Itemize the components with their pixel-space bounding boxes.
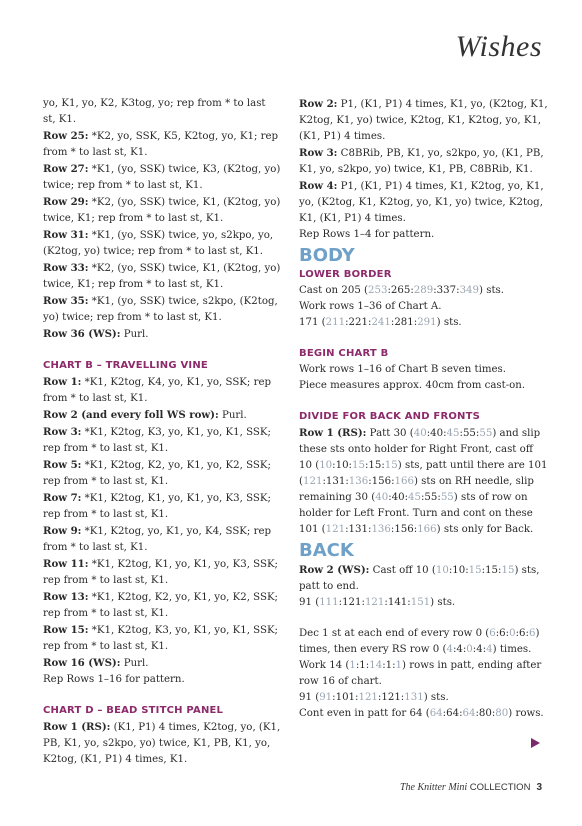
row-text: Purl. — [120, 658, 149, 669]
begin-chart-b-line: Piece measures approx. 40cm from cast-on. — [299, 380, 526, 391]
row-label: Row 9: — [43, 525, 82, 537]
instruction-row — [43, 128, 281, 161]
instruction-row — [299, 227, 549, 243]
right-column — [299, 96, 549, 722]
row-text: C8BRib, PB, K1, yo, s2kpo, yo, (K1, PB, K1, yo, s2kpo, yo) twice, K1, PB, C8BRib, K1. — [299, 148, 544, 175]
chart-d-heading: CHART D – BEAD STITCH PANEL — [43, 705, 224, 716]
row-text: *K2, (yo, SSK) twice, K1, (K2tog, yo) twice, K1; rep from * to last st, K1. — [43, 197, 281, 224]
row-text: yo, K1, yo, K2, K3tog, yo; rep from * to last st, K1. — [43, 98, 266, 125]
instruction-row — [43, 96, 281, 128]
continue-arrow-icon — [531, 738, 540, 748]
row-text: P1, (K1, P1) 4 times, K1, yo, (K2tog, K1, K2tog, K1, yo) twice, K2tog, K1, K2tog, yo, K1, (K1, P1) 4 times. — [299, 99, 548, 142]
back-decrease-instructions: Dec 1 st at each end of every row 0 (6:6:0:6:6) times, then every RS row 0 (4:4:0:4:4) times. Work 14 (1:1:14:1:1) rows in patt, ending after row 16 of chart. — [299, 628, 542, 687]
row-label: Row 29: — [43, 196, 89, 208]
row-label: Row 15: — [43, 624, 89, 636]
instruction-row — [43, 374, 281, 407]
divide-instructions: Row 1 (RS): Patt 30 (40:40:45:55:55) and slip these sts onto holder for Right Front, cast off 10 (10:10:15:15:15) sts, patt until there are 101 (121:131:136:156:166) sts on RH needle, slip remaining 30 (40:40:45:55:55) sts of row on holder for Left Front. Turn and cont on these 101 (121:131:136:156:166) sts only for Back. — [299, 427, 548, 535]
lower-border-cast-on: Cast on 205 (253:265:289:337:349) sts. — [299, 285, 505, 296]
row-text: *K1, (yo, SSK) twice, s2kpo, (K2tog, yo) twice; rep from * to last st, K1. — [43, 296, 278, 323]
row-text: *K2, yo, SSK, K5, K2tog, yo, K1; rep from * to last st, K1. — [43, 131, 279, 158]
row-label: Row 5: — [43, 459, 82, 471]
row-label: Row 1 (RS): — [43, 721, 111, 733]
instruction-row — [43, 407, 281, 424]
row-label: Row 3: — [299, 147, 338, 159]
row-text: *K1, K2tog, K1, yo, K1, yo, K3, SSK; rep from * to last st, K1. — [43, 493, 271, 520]
back-stitch-count: 91 (111:121:121:141:151) sts. — [299, 597, 456, 608]
row-label: Row 33: — [43, 262, 89, 274]
row-label: Row 36 (WS): — [43, 328, 121, 340]
instruction-row — [43, 194, 281, 227]
divide-heading: DIVIDE FOR BACK AND FRONTS — [299, 411, 481, 422]
instruction-row — [43, 161, 281, 194]
page-title: Wishes — [455, 30, 542, 63]
row-text: P1, (K1, P1) 4 times, K1, K2tog, yo, K1, yo, (K2tog, K1, K2tog, yo, K1, yo) twice, K2tog, K1, (K1, P1) 4 times. — [299, 181, 544, 224]
instruction-row — [43, 523, 281, 556]
row-label: Row 27: — [43, 163, 89, 175]
instruction-row — [43, 622, 281, 655]
row-label: Row 16 (WS): — [43, 657, 121, 669]
row-text: *K1, (yo, SSK) twice, K3, (K2tog, yo) twice; rep from * to last st, K1. — [43, 164, 281, 191]
chart-b-instructions — [43, 374, 281, 688]
instruction-row — [43, 556, 281, 589]
page-number: 3 — [536, 782, 542, 793]
back-row-2: Row 2 (WS): Cast off 10 (10:10:15:15:15) sts, patt to end. — [299, 564, 540, 592]
back-stitch-count-2: 91 (91:101:121:121:131) sts. — [299, 692, 449, 703]
instruction-row — [43, 457, 281, 490]
row-text: (K1, P1) 4 times, K2tog, yo, (K1, PB, K1, yo, s2kpo, yo) twice, K1, PB, K1, yo, K2tog, (K1, P1) 4 times, K1. — [43, 722, 281, 765]
row-label: Row 3: — [43, 426, 82, 438]
magazine-brand: The Knitter — [399, 782, 446, 793]
row-text: *K1, K2tog, K2, yo, K1, yo, K2, SSK; rep from * to last st, K1. — [43, 460, 271, 487]
row-label: Row 4: — [299, 180, 338, 192]
row-text: *K1, K2tog, yo, K1, yo, K4, SSK; rep from * to last st, K1. — [43, 526, 272, 553]
row-text: *K1, K2tog, K2, yo, K1, yo, K2, SSK; rep from * to last st, K1. — [43, 592, 278, 619]
instruction-row — [43, 672, 281, 688]
lower-border-stitch-count: 171 (211:221:241:281:291) sts. — [299, 317, 462, 328]
row-text: *K1, K2tog, K3, yo, K1, yo, K1, SSK; rep from * to last st, K1. — [43, 625, 278, 652]
magazine-collection: COLLECTION — [469, 782, 531, 793]
instruction-row — [299, 96, 549, 145]
lower-border-work-rows: Work rows 1–36 of Chart A. — [299, 301, 442, 312]
chart-d-continued — [299, 96, 549, 243]
left-column — [43, 96, 281, 768]
row-label: Row 35: — [43, 295, 89, 307]
row-label: Row 2: — [299, 98, 338, 110]
body-section-heading: BODY — [299, 245, 355, 266]
row-text: *K1, K2tog, K1, yo, K1, yo, K3, SSK; rep from * to last st, K1. — [43, 559, 278, 586]
row-label: Row 31: — [43, 229, 89, 241]
instruction-row — [43, 719, 281, 768]
instruction-row — [43, 227, 281, 260]
chart-d-instructions — [43, 719, 281, 768]
instruction-row — [43, 260, 281, 293]
row-text: *K1, K2tog, K3, yo, K1, yo, K1, SSK; rep from * to last st, K1. — [43, 427, 271, 454]
chart-a-continued — [43, 96, 281, 343]
instruction-row — [43, 424, 281, 457]
back-cont-even: Cont even in patt for 64 (64:64:64:80:80) rows. — [299, 708, 544, 719]
page-footer — [400, 782, 542, 793]
row-text: Rep Rows 1–4 for pattern. — [299, 229, 435, 240]
row-label: Row 11: — [43, 558, 89, 570]
chart-b-heading: CHART B – TRAVELLING VINE — [43, 360, 208, 371]
row-text: Purl. — [120, 329, 149, 340]
row-text: *K2, (yo, SSK) twice, K1, (K2tog, yo) twice, K1; rep from * to last st, K1. — [43, 263, 281, 290]
instruction-row — [43, 326, 281, 343]
row-text: *K1, (yo, SSK) twice, yo, s2kpo, yo, (K2tog, yo) twice; rep from * to last st, K1. — [43, 230, 274, 257]
begin-chart-b-line: Work rows 1–16 of Chart B seven times. — [299, 364, 507, 375]
magazine-mini: Mini — [445, 782, 470, 793]
row-text: Purl. — [218, 410, 247, 421]
instruction-row — [43, 589, 281, 622]
row-text: Rep Rows 1–16 for pattern. — [43, 674, 185, 685]
begin-chart-b-heading: BEGIN CHART B — [299, 348, 389, 359]
row-text: *K1, K2tog, K4, yo, K1, yo, SSK; rep from * to last st, K1. — [43, 377, 272, 404]
back-section-heading: BACK — [299, 540, 354, 561]
instruction-row — [43, 655, 281, 672]
instruction-row — [299, 178, 549, 227]
row-label: Row 7: — [43, 492, 82, 504]
lower-border-heading: LOWER BORDER — [299, 269, 392, 280]
row-label: Row 25: — [43, 130, 89, 142]
instruction-row — [299, 145, 549, 178]
row-label: Row 1: — [43, 376, 82, 388]
row-label: Row 2 (and every foll WS row): — [43, 409, 219, 421]
instruction-row — [43, 293, 281, 326]
row-label: Row 13: — [43, 591, 89, 603]
instruction-row — [43, 490, 281, 523]
